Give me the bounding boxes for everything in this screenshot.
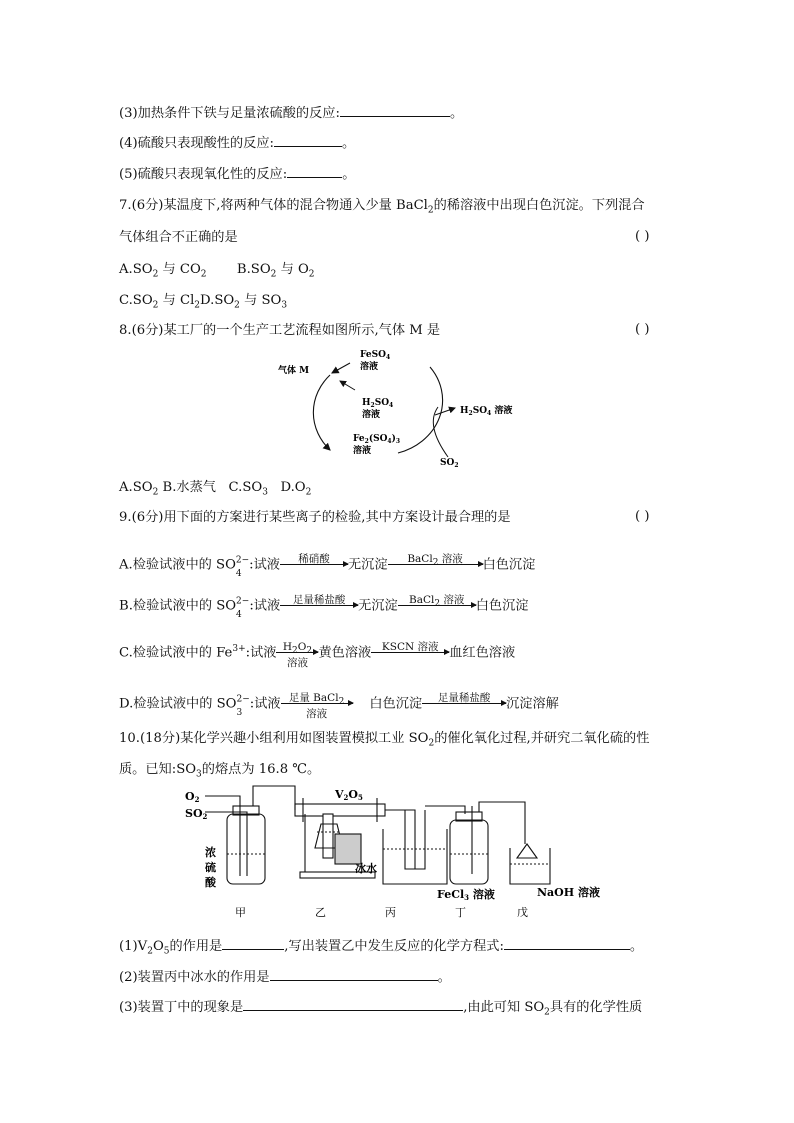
h2so4-sol: 溶液 [362,410,381,420]
q9-a-mid: :试液 [249,557,280,573]
reaction-arrow [281,692,353,721]
naoh-label: NaOH 溶液 [537,886,600,899]
q10-stem: 10.(18分)某化学兴趣小组利用如图装置模拟工业 SO [119,731,429,746]
q6-item3 [119,104,463,123]
q10-part1: $(1)V_2O_5$的作用是 ,写出装置乙中发生反应的化学方程式: 。 [119,939,644,957]
v2o5-label: V2O5 [335,788,363,802]
conc-label-1: 浓 [205,846,216,859]
reagent-label: 稀硝酸 [298,553,330,566]
answer-blank[interactable] [504,937,630,950]
feso4-sol: 溶液 [360,362,379,372]
period: 。 [449,106,464,121]
q7-stem2: 气体组合不正确的是 [119,230,238,245]
q10-stem2-cont: 的熔点为 16.8 ℃。 [201,762,321,777]
q6-item3-text: (3)加热条件下铁与足量浓硫酸的反应: [119,106,340,121]
q7-option-b[interactable]: B.SO [236,262,271,277]
q6-item4 [119,134,355,153]
q10-p2-text: (2)装置丙中冰水的作用是 [119,970,270,985]
fecl3-label: FeCl3 溶液 [437,888,495,902]
answer-blank[interactable] [270,968,438,981]
reagent-label: 足量 BaCl$_2$ [288,692,345,708]
q9-c-p1: 黄色溶液 [318,645,372,661]
answer-blank[interactable] [243,998,463,1011]
q8-options: $A.SO_2$ B.水蒸气 $C.SO_3$ $D.O_2$ [119,480,312,498]
q9-option-c[interactable]: C.检验试液中的 $Fe^{3+}$:试液 $H_2O_2$ 溶液 黄色溶液 KSCN 溶液 血红色溶液 [119,641,516,670]
fe2so43-sol: 溶液 [353,446,372,456]
reaction-arrow [280,553,348,568]
q9-c-p2: 血红色溶液 [449,645,516,661]
q10-stem-line1: 10.(18分)某化学兴趣小组利用如图装置模拟工业 $SO_2$的催化氧化过程,并研究二氧化硫的性 [119,731,650,749]
period: 。 [629,939,644,954]
q8-option-b[interactable]: B.水蒸气 [162,480,216,495]
q10-p1-b: 的作用是 [169,939,223,954]
reaction-arrow [276,641,318,670]
period: 。 [342,136,356,151]
q9-b-p2: 白色沉淀 [475,598,529,614]
q9-b-mid: :试液 [249,598,281,614]
q7-stem-line2 [119,229,238,247]
q9-stem-text: 9.(6分)用下面的方案进行某些离子的检验,其中方案设计最合理的是 [119,510,511,525]
label-ding: 丁 [455,906,466,919]
label-bing: 丙 [385,906,396,919]
q7-stem-line1: 7.(6分)某温度下,将两种气体的混合物通入少量 BaCl$_2$的稀溶液中出现白色沉淀。下列混合 [119,198,645,216]
beaker-wu [510,848,550,884]
label-yi: 乙 [315,906,326,919]
q9-option-d[interactable]: D.检验试液中的 SO 3 $^{2-}$:试液 足量 BaCl$_2$ 溶液 白色沉淀 足量稀盐酸 沉淀溶解 [119,692,559,721]
q10-part3: (3)装置丁中的现象是 ,由此可知 $SO_2$具有的化学性质 [119,1000,643,1018]
q10-p1-a: (1)V [119,939,148,954]
q9-stem [119,509,511,527]
q7-stem: 7.(6分)某温度下,将两种气体的混合物通入少量 BaCl [119,198,428,213]
h2so4-out-label: $H_2SO_4$ 溶液 [460,406,513,417]
q9-c-mid: :试液 [245,645,277,661]
reaction-arrow [280,594,358,609]
q9-a-p1: 无沉淀 [348,557,388,573]
period: 。 [342,167,356,182]
fe2so43-label: $Fe_2(SO_4)_3$ [353,434,401,445]
q7-option-c[interactable]: C.SO [119,293,153,308]
h2so4-label: $H_2SO_4$ [362,398,394,409]
q9-a-p2: 白色沉淀 [482,557,536,573]
q7-option-c-cont: 与 Cl [158,293,195,308]
h2so4-out-arrow [435,408,455,415]
reaction-arrow [371,641,449,656]
q9-option-a[interactable]: A.检验试液中的 SO 4 $^{2-}$:试液 稀硝酸 无沉淀 BaCl$_2$ 溶液 白色沉淀 [119,553,536,580]
q7-options-cd: $C.SO_2$ 与 $Cl_2D.SO_2$ 与 $SO_3$ [119,293,288,311]
conc-label-3: 酸 [205,876,216,889]
apparatus-diagram [185,784,615,922]
q10-stem2: 质。已知:SO [119,762,197,777]
reagent-label: BaCl$_2$ 溶液 [407,553,463,569]
so2-in-label: $SO_2$ [440,458,459,469]
q7-option-d[interactable]: D.SO [200,293,235,308]
answer-blank[interactable] [222,937,284,950]
bottle-ding [450,820,488,884]
q6-item5 [119,165,355,184]
q7-option-a-cont: 与 CO [158,262,201,277]
reagent-sublabel: 溶液 [306,708,328,721]
q8-stem [119,322,440,340]
q6-item4-text: (4)硫酸只表现酸性的反应: [119,136,274,151]
so2-label: SO2 [185,807,208,821]
q10-p3-a: (3)装置丁中的现象是 [119,1000,244,1015]
q7-options-ab: $A.SO_2$ 与 $CO_2$ $B.SO_2$ 与 $O_2$ [119,262,315,280]
answer-blank[interactable] [340,104,450,117]
ice-water-label: 冰水 [355,862,377,875]
feso4-label: FeSO$_4$ [360,350,391,361]
q9-d-mid: :试液 [249,696,281,712]
q10-p1-c: ,写出装置乙中发生反应的化学方程式: [284,939,504,954]
q9-c-pre: C.检验试液中的 Fe [119,645,233,661]
label-jia: 甲 [235,906,246,919]
q9-a-pre: A.检验试液中的 SO [119,557,236,573]
q7-option-b-cont: 与 O [276,262,309,277]
q8-option-c[interactable]: C.SO [228,480,263,495]
inner-arrow [340,381,355,390]
q8-option-a[interactable]: A.SO [119,480,153,495]
q10-stem-cont: 的催化氧化过程,并研究二氧化硫的性 [434,731,650,746]
reagent-label: $H_2O_2$ [282,641,313,657]
answer-blank[interactable] [287,165,342,178]
label-wu: 戊 [517,906,528,919]
q7-option-a[interactable]: A.SO [119,262,153,277]
q9-d-pre: D.检验试液中的 SO [119,696,237,712]
tube-yi [295,804,385,816]
period: 。 [437,970,451,985]
q6-item5-text: (5)硫酸只表现氧化性的反应: [119,167,288,182]
reaction-arrow [398,594,476,610]
q10-part2 [119,968,451,987]
q7-answer-paren[interactable]: ( ) [635,229,650,244]
q8-stem-text: 8.(6分)某工厂的一个生产工艺流程如图所示,气体 M 是 [119,323,441,338]
reagent-label: 足量稀盐酸 [437,692,491,705]
q9-d-p1: 白色沉淀 [369,696,423,712]
bottle-jia [227,814,265,884]
q9-b-p1: 无沉淀 [358,598,398,614]
conc-label-2: 硫 [205,861,216,874]
reaction-arrow [422,692,506,707]
reagent-label: 足量稀盐酸 [292,594,346,607]
q8-option-d[interactable]: D.O [280,480,306,495]
gas-m-label: 气体 M [278,366,310,376]
q10-p3-c: 具有的化学性质 [549,1000,643,1015]
heating-block [335,834,361,864]
q10-p3-b: ,由此可知 SO [463,1000,545,1015]
q9-answer-paren[interactable]: ( ) [635,509,650,524]
q9-b-pre: B.检验试液中的 SO [119,598,237,614]
process-flow-diagram [270,345,540,470]
reagent-label: BaCl$_2$ 溶液 [408,594,465,610]
cycle-arrow-left [313,375,330,450]
q7-option-d-cont: 与 SO [239,293,282,308]
q9-option-b[interactable]: B.检验试液中的 SO 4 $^{2-}$:试液 足量稀盐酸 无沉淀 BaCl$_2$ 溶液 白色沉淀 [119,594,529,621]
q8-answer-paren[interactable]: ( ) [635,322,650,337]
reagent-label: KSCN 溶液 [381,641,439,654]
reagent-sublabel: 溶液 [286,657,308,670]
q7-stem-cont: 的稀溶液中出现白色沉淀。下列混合 [433,198,645,213]
reaction-arrow [388,553,483,569]
q10-stem-line2: 质。已知$:SO_3$的熔点为 16.8 ℃。 [119,762,321,780]
q9-d-p2: 沉淀溶解 [506,696,559,712]
answer-blank[interactable] [274,134,342,147]
o2-label: O2 [185,790,200,804]
